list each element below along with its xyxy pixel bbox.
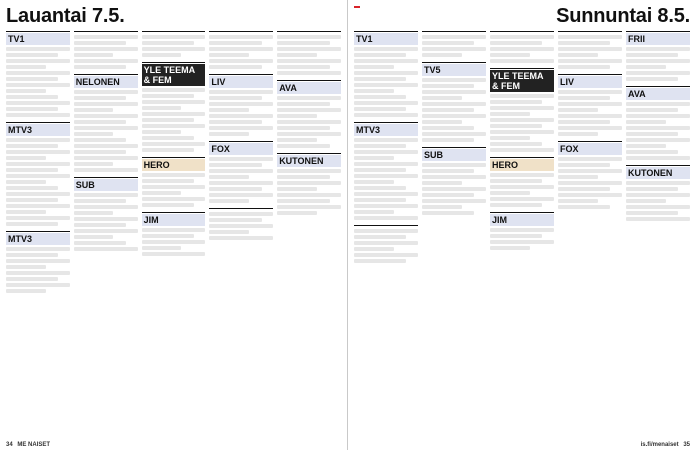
channel-block-continued (558, 31, 622, 71)
channel-block-sub (74, 177, 138, 253)
channel-block-mtv3 (6, 231, 70, 295)
channel-block-liv (209, 74, 273, 138)
listing-column (6, 31, 70, 433)
channel-heading: HERO (142, 159, 206, 171)
channel-heading: MTV3 (354, 124, 418, 136)
channel-block-mtv3 (6, 122, 70, 228)
channel-block-frii (626, 31, 690, 83)
channel-block-tv1 (354, 31, 418, 119)
channel-block-continued (354, 225, 418, 265)
channel-block-tv5 (422, 62, 486, 144)
channel-block-continued (209, 31, 273, 71)
channel-block-mtv3 (354, 122, 418, 222)
listing-column (354, 31, 418, 433)
brand-badge (354, 6, 360, 8)
channel-block-fox (209, 141, 273, 205)
channel-heading: AVA (626, 88, 690, 100)
channel-heading: TV1 (354, 33, 418, 45)
listing-column (142, 31, 206, 433)
channel-block-sub (422, 147, 486, 217)
listing-columns (354, 31, 690, 433)
channel-block-continued (422, 31, 486, 59)
page-footer (6, 442, 50, 448)
listing-column (490, 31, 554, 433)
channel-heading: SUB (74, 179, 138, 191)
channel-block-continued (209, 208, 273, 242)
channel-heading: AVA (277, 82, 341, 94)
channel-heading: JIM (142, 214, 206, 226)
channel-heading: FOX (558, 143, 622, 155)
channel-block-ava (626, 86, 690, 162)
page-title: Lauantai 7.5. (6, 5, 125, 27)
listing-column (74, 31, 138, 433)
channel-block-fox (558, 141, 622, 211)
publication-name: ME NAISET (17, 442, 51, 448)
channel-block-hero (490, 157, 554, 209)
channel-heading: HERO (490, 159, 554, 171)
brand-strip (354, 6, 364, 8)
channel-heading: KUTONEN (626, 167, 690, 179)
listing-column (422, 31, 486, 433)
listing-column (626, 31, 690, 433)
channel-block-continued (142, 31, 206, 59)
channel-heading: MTV3 (6, 233, 70, 245)
channel-block-continued (74, 31, 138, 71)
channel-block-jim (142, 212, 206, 258)
channel-heading: SUB (422, 149, 486, 161)
sunday-page (348, 0, 696, 450)
page-title: Sunnuntai 8.5. (556, 5, 690, 27)
page-number: 35 (683, 442, 690, 448)
channel-heading: FOX (209, 143, 273, 155)
channel-block-hero (142, 157, 206, 209)
site-address: is.fi/menaiset (640, 442, 679, 448)
channel-heading: TV5 (422, 64, 486, 76)
channel-heading: JIM (490, 214, 554, 226)
channel-block-jim (490, 212, 554, 252)
channel-heading: NELONEN (74, 76, 138, 88)
listing-column (277, 31, 341, 433)
listing-column (209, 31, 273, 433)
channel-heading: KUTONEN (277, 155, 341, 167)
page-footer (641, 442, 690, 448)
channel-heading: FRII (626, 33, 690, 45)
channel-heading: YLE TEEMA & FEM (490, 70, 554, 92)
channel-block-liv (558, 74, 622, 138)
channel-heading: LIV (209, 76, 273, 88)
channel-block-continued (490, 31, 554, 65)
channel-heading: LIV (558, 76, 622, 88)
channel-block-nelonen (74, 74, 138, 174)
channel-block-ava (277, 80, 341, 150)
channel-block-tv1 (6, 31, 70, 119)
listing-column (558, 31, 622, 433)
page-number: 34 (6, 442, 13, 448)
channel-heading: TV1 (6, 33, 70, 45)
channel-heading: MTV3 (6, 124, 70, 136)
listing-columns (6, 31, 341, 433)
channel-block-continued (277, 31, 341, 77)
channel-block-yle-teema-fem (490, 68, 554, 154)
channel-heading: YLE TEEMA & FEM (142, 64, 206, 86)
channel-block-yle-teema-fem (142, 62, 206, 154)
channel-block-kutonen (626, 165, 690, 223)
channel-block-kutonen (277, 153, 341, 217)
